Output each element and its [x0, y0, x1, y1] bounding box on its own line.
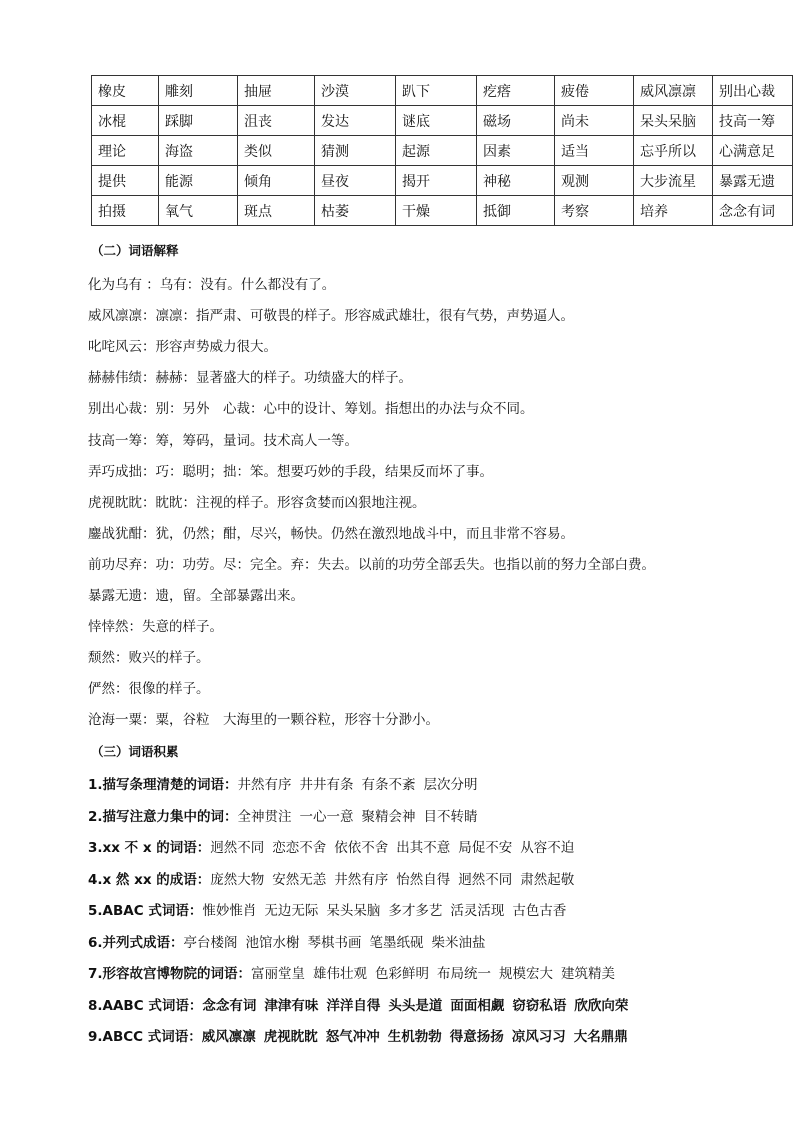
accumulation-word: 欣欣向荣	[574, 997, 629, 1014]
accumulation-word: 虎视眈眈	[263, 1029, 318, 1045]
explanation-item: 化为乌有 ：乌有：没有。什么都没有了。	[88, 277, 336, 293]
accumulation-word: 得意扬扬	[449, 1029, 504, 1045]
accumulation-word: 头头是道	[388, 997, 443, 1014]
table-cell: 揭开	[396, 166, 477, 196]
explanation-item: 沧海一粟：粟，谷粒 大海里的一颗谷粒，形容十分渺小。	[88, 712, 439, 729]
accumulation-label: 3.xx 不 x 的词语：	[88, 840, 211, 856]
accumulation-word: 面面相觑	[450, 997, 505, 1014]
table-cell: 疲倦	[555, 76, 634, 106]
table-cell: 心满意足	[713, 136, 793, 166]
accumulation-word: 井然有序	[237, 777, 292, 793]
accumulation-word: 活灵活现	[450, 903, 505, 919]
explanation-item: 暴露无遗：遗，留。全部暴露出来。	[88, 588, 304, 604]
accumulation-word: 念念有词	[202, 997, 257, 1014]
table-cell: 冰棍	[92, 106, 159, 136]
accumulation-word: 建筑精美	[561, 966, 616, 982]
accumulation-item	[88, 931, 486, 951]
table-row	[92, 136, 793, 166]
accumulation-word: 色彩鲜明	[375, 966, 430, 982]
table-cell: 能源	[159, 166, 238, 196]
accumulation-word: 雄伟壮观	[313, 966, 368, 982]
explanation-item: 弄巧成拙：巧：聪明；拙：笨。想要巧妙的手段，结果反而坏了事。	[88, 463, 493, 480]
explanation-item: 悻悻然：失意的样子。	[88, 619, 223, 636]
accumulation-label: 8.AABC 式词语：	[88, 997, 203, 1014]
table-cell: 橡皮	[92, 76, 159, 106]
table-cell: 雕刻	[159, 76, 238, 106]
table-cell: 趴下	[396, 76, 477, 106]
table-cell: 因素	[477, 136, 555, 166]
accumulation-word: 依依不舍	[334, 840, 389, 856]
accumulation-word: 目不转睛	[423, 808, 478, 825]
accumulation-word: 庞然大物	[210, 871, 265, 888]
table-cell: 提供	[92, 166, 159, 196]
explanation-item: 别出心裁：别：另外 心裁：心中的设计、筹划。指想出的办法与众不同。	[88, 401, 534, 418]
accumulation-word: 惟妙惟肖	[202, 903, 257, 919]
section-title-word-accumulation: （三）词语积累	[91, 744, 179, 759]
table-cell: 起源	[396, 136, 477, 166]
accumulation-word: 出其不意	[396, 840, 451, 856]
table-cell: 考察	[555, 196, 634, 226]
accumulation-word: 安然无恙	[272, 871, 327, 888]
table-cell: 昼夜	[315, 166, 396, 196]
accumulation-word: 聚精会神	[361, 808, 416, 825]
explanation-item: 叱咤风云：形容声势威力很大。	[88, 339, 277, 356]
explanation-item: 鏖战犹酣：犹，仍然；酣，尽兴，畅快。仍然在激烈地战斗中，而且非常不容易。	[88, 525, 574, 542]
table-cell: 沙漠	[315, 76, 396, 106]
explanation-item: 赫赫伟绩：赫赫：显著盛大的样子。功绩盛大的样子。	[88, 370, 412, 387]
table-cell: 谜底	[396, 106, 477, 136]
accumulation-word: 笔墨纸砚	[369, 934, 424, 951]
table-cell: 技高一筹	[713, 106, 793, 136]
table-cell: 大步流星	[634, 166, 713, 196]
accumulation-word: 全神贯注	[237, 808, 292, 825]
explanation-item: 威风凛凛：凛凛：指严肃、可敬畏的样子。形容威武雄壮，很有气势，声势逼人。	[88, 308, 574, 325]
accumulation-word: 井井有条	[299, 777, 354, 793]
table-cell: 抽屉	[238, 76, 315, 106]
table-row	[92, 166, 793, 196]
explanation-item: 技高一筹：筹，筹码，量词。技术高人一等。	[88, 432, 358, 449]
table-cell: 暴露无遗	[713, 166, 793, 196]
explanation-item: 前功尽弃：功：功劳。尽：完全。弃：失去。以前的功劳全部丢失。也指以前的努力全部白费。	[88, 556, 655, 573]
accumulation-item	[88, 962, 615, 982]
table-cell: 忘乎所以	[634, 136, 713, 166]
accumulation-word: 怡然自得	[396, 871, 451, 888]
accumulation-word: 肃然起敬	[520, 871, 575, 888]
accumulation-item	[88, 899, 566, 919]
explanation-item: 颓然：败兴的样子。	[88, 650, 210, 667]
table-cell: 猜测	[315, 136, 396, 166]
section-title-word-explanation: （二）词语解释	[91, 243, 179, 258]
accumulation-word: 井然有序	[334, 871, 389, 888]
accumulation-word: 层次分明	[423, 777, 478, 793]
table-cell: 抵御	[477, 196, 555, 226]
table-cell: 观测	[555, 166, 634, 196]
table-cell: 倾角	[238, 166, 315, 196]
accumulation-word: 无边无际	[264, 903, 319, 919]
accumulation-label: 9.ABCC 式词语：	[88, 1029, 202, 1045]
accumulation-item	[88, 836, 574, 856]
table-cell: 呆头呆脑	[634, 106, 713, 136]
accumulation-word: 生机勃勃	[387, 1029, 442, 1045]
table-cell: 神秘	[477, 166, 555, 196]
table-cell: 尚未	[555, 106, 634, 136]
table-cell: 踩脚	[159, 106, 238, 136]
accumulation-label: 7.形容故宫博物院的词语：	[88, 966, 252, 982]
accumulation-word: 布局统一	[437, 966, 492, 982]
table-cell: 枯萎	[315, 196, 396, 226]
accumulation-word: 迥然不同	[210, 840, 265, 856]
accumulation-word: 亭台楼阁	[183, 934, 238, 951]
accumulation-word: 古色古香	[512, 903, 567, 919]
accumulation-word: 恋恋不舍	[272, 840, 327, 856]
accumulation-word: 凉风习习	[511, 1029, 566, 1045]
accumulation-word: 局促不安	[458, 840, 513, 856]
accumulation-word: 迥然不同	[458, 871, 513, 888]
table-cell: 沮丧	[238, 106, 315, 136]
accumulation-item	[88, 868, 574, 888]
accumulation-word: 琴棋书画	[307, 934, 362, 951]
table-cell: 疙瘩	[477, 76, 555, 106]
accumulation-word: 池馆水榭	[245, 934, 300, 951]
accumulation-label: 1.描写条理清楚的词语：	[88, 777, 238, 793]
table-cell: 斑点	[238, 196, 315, 226]
accumulation-label: 5.ABAC 式词语：	[88, 903, 203, 919]
accumulation-word: 大名鼎鼎	[573, 1029, 628, 1045]
accumulation-label: 6.并列式成语：	[88, 934, 184, 951]
accumulation-word: 从容不迫	[520, 840, 575, 856]
table-cell: 干燥	[396, 196, 477, 226]
table-cell: 威风凛凛	[634, 76, 713, 106]
table-cell: 发达	[315, 106, 396, 136]
accumulation-word: 窃窃私语	[512, 997, 567, 1014]
accumulation-word: 有条不紊	[361, 777, 416, 793]
vocabulary-table	[91, 75, 793, 226]
table-row	[92, 196, 793, 226]
accumulation-word: 怒气冲冲	[325, 1029, 380, 1045]
table-cell: 念念有词	[713, 196, 793, 226]
accumulation-label: 4.x 然 xx 的成语：	[88, 871, 211, 888]
table-cell: 理论	[92, 136, 159, 166]
accumulation-word: 一心一意	[299, 808, 354, 825]
table-cell: 拍摄	[92, 196, 159, 226]
table-cell: 类似	[238, 136, 315, 166]
table-cell: 培养	[634, 196, 713, 226]
table-cell: 适当	[555, 136, 634, 166]
accumulation-label: 2.描写注意力集中的词：	[88, 808, 238, 825]
table-cell: 氧气	[159, 196, 238, 226]
accumulation-word: 呆头呆脑	[326, 903, 381, 919]
accumulation-item	[88, 773, 478, 793]
table-cell: 磁场	[477, 106, 555, 136]
accumulation-word: 津津有味	[264, 997, 319, 1014]
explanation-item: 俨然：很像的样子。	[88, 681, 210, 698]
accumulation-word: 柴米油盐	[431, 934, 486, 951]
accumulation-word: 威风凛凛	[201, 1029, 256, 1045]
accumulation-word: 洋洋自得	[326, 997, 381, 1014]
accumulation-item	[88, 994, 628, 1014]
explanation-item: 虎视眈眈：眈眈：注视的样子。形容贪婪而凶狠地注视。	[88, 494, 426, 511]
accumulation-word: 多才多艺	[388, 903, 443, 919]
table-row	[92, 106, 793, 136]
table-cell: 海盗	[159, 136, 238, 166]
accumulation-word: 富丽堂皇	[251, 966, 306, 982]
accumulation-item	[88, 1025, 628, 1045]
table-cell: 别出心裁	[713, 76, 793, 106]
table-row	[92, 76, 793, 106]
accumulation-word: 规模宏大	[499, 966, 554, 982]
accumulation-item	[88, 805, 478, 825]
